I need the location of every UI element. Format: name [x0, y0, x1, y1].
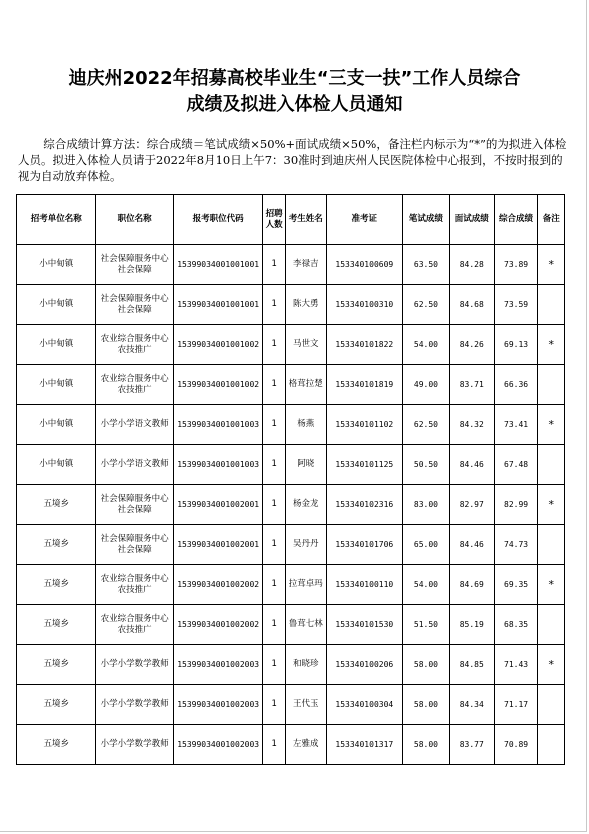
- cell-unit: 五境乡: [17, 645, 96, 685]
- cell-position: 小学小学语文教师: [96, 405, 173, 445]
- cell-position: 社会保障服务中心社会保障: [96, 245, 173, 285]
- table-row: [17, 405, 565, 445]
- table-row: [17, 525, 565, 565]
- title-line-1: 迪庆州2022年招募高校毕业生“三支一扶”工作人员综合: [68, 68, 521, 89]
- cell-remark: [538, 725, 565, 765]
- cell-written: 58.00: [403, 645, 450, 685]
- cell-total: 71.17: [494, 685, 538, 725]
- cell-written: 54.00: [403, 565, 450, 605]
- cell-remark: [538, 525, 565, 565]
- cell-position: 社会保障服务中心社会保障: [96, 485, 173, 525]
- cell-position: 小学小学数学教师: [96, 725, 173, 765]
- header-col-count: 招聘人数: [263, 195, 285, 245]
- cell-count: 1: [263, 725, 285, 765]
- cell-ticket: 153340101822: [326, 325, 402, 365]
- header-col-written: 笔试成绩: [403, 195, 450, 245]
- cell-unit: 小中甸镇: [17, 245, 96, 285]
- cell-name: 杨燕: [285, 405, 326, 445]
- cell-code: 15399034001002003: [173, 685, 263, 725]
- cell-total: 68.35: [494, 605, 538, 645]
- cell-total: 70.89: [494, 725, 538, 765]
- table-row: [17, 445, 565, 485]
- cell-total: 69.13: [494, 325, 538, 365]
- cell-name: 马世文: [285, 325, 326, 365]
- cell-ticket: 153340101530: [326, 605, 402, 645]
- cell-position: 农业综合服务中心农技推广: [96, 365, 173, 405]
- header-col-total: 综合成绩: [494, 195, 538, 245]
- cell-interview: 84.46: [449, 445, 494, 485]
- cell-interview: 84.32: [449, 405, 494, 445]
- table-body: [17, 245, 565, 765]
- cell-ticket: 153340100304: [326, 685, 402, 725]
- cell-written: 65.00: [403, 525, 450, 565]
- cell-remark: [538, 285, 565, 325]
- header-col-position: 职位名称: [96, 195, 173, 245]
- cell-remark: [538, 685, 565, 725]
- table-row: [17, 325, 565, 365]
- cell-ticket: 153340102316: [326, 485, 402, 525]
- cell-count: 1: [263, 525, 285, 565]
- cell-count: 1: [263, 685, 285, 725]
- cell-interview: 83.71: [449, 365, 494, 405]
- cell-position: 社会保障服务中心社会保障: [96, 285, 173, 325]
- cell-position: 小学小学数学教师: [96, 645, 173, 685]
- header-col-unit: 招考单位名称: [17, 195, 96, 245]
- cell-name: 和晓珍: [285, 645, 326, 685]
- cell-ticket: 153340101819: [326, 365, 402, 405]
- cell-position: 农业综合服务中心农技推广: [96, 325, 173, 365]
- cell-written: 63.50: [403, 245, 450, 285]
- title-line-2: 成绩及拟进入体检人员通知: [186, 94, 403, 115]
- table-row: [17, 645, 565, 685]
- header-col-name: 考生姓名: [285, 195, 326, 245]
- cell-written: 49.00: [403, 365, 450, 405]
- cell-remark: *: [538, 565, 565, 605]
- table-header-row: [17, 195, 565, 245]
- cell-position: 小学小学数学教师: [96, 685, 173, 725]
- cell-unit: 五境乡: [17, 725, 96, 765]
- cell-unit: 小中甸镇: [17, 325, 96, 365]
- cell-name: 左雅成: [285, 725, 326, 765]
- cell-code: 15399034001002002: [173, 605, 263, 645]
- table-row: [17, 725, 565, 765]
- intro-paragraph: [18, 136, 570, 184]
- cell-ticket: 153340100310: [326, 285, 402, 325]
- cell-position: 社会保障服务中心社会保障: [96, 525, 173, 565]
- cell-written: 62.50: [403, 405, 450, 445]
- cell-name: 陈大勇: [285, 285, 326, 325]
- cell-interview: 84.46: [449, 525, 494, 565]
- cell-code: 15399034001001003: [173, 445, 263, 485]
- header-col-remark: 备注: [538, 195, 565, 245]
- cell-code: 15399034001002003: [173, 725, 263, 765]
- cell-unit: 小中甸镇: [17, 285, 96, 325]
- cell-interview: 84.68: [449, 285, 494, 325]
- cell-interview: 84.85: [449, 645, 494, 685]
- cell-position: 农业综合服务中心农技推广: [96, 605, 173, 645]
- cell-code: 15399034001002002: [173, 565, 263, 605]
- cell-position: 农业综合服务中心农技推广: [96, 565, 173, 605]
- cell-written: 51.50: [403, 605, 450, 645]
- cell-written: 50.50: [403, 445, 450, 485]
- cell-interview: 84.28: [449, 245, 494, 285]
- header-col-ticket: 准考证: [326, 195, 402, 245]
- cell-remark: *: [538, 645, 565, 685]
- cell-interview: 84.26: [449, 325, 494, 365]
- cell-ticket: 153340101102: [326, 405, 402, 445]
- cell-remark: [538, 445, 565, 485]
- cell-remark: [538, 365, 565, 405]
- cell-remark: *: [538, 245, 565, 285]
- cell-ticket: 153340101706: [326, 525, 402, 565]
- cell-count: 1: [263, 445, 285, 485]
- cell-code: 15399034001001002: [173, 365, 263, 405]
- cell-remark: *: [538, 485, 565, 525]
- cell-interview: 82.97: [449, 485, 494, 525]
- cell-count: 1: [263, 605, 285, 645]
- cell-written: 58.00: [403, 725, 450, 765]
- cell-written: 62.50: [403, 285, 450, 325]
- cell-remark: *: [538, 405, 565, 445]
- table-row: [17, 285, 565, 325]
- cell-name: 鲁茸七林: [285, 605, 326, 645]
- cell-total: 74.73: [494, 525, 538, 565]
- table-row: [17, 365, 565, 405]
- cell-code: 15399034001001003: [173, 405, 263, 445]
- cell-code: 15399034001001002: [173, 325, 263, 365]
- cell-count: 1: [263, 485, 285, 525]
- cell-unit: 五境乡: [17, 525, 96, 565]
- cell-written: 83.00: [403, 485, 450, 525]
- cell-count: 1: [263, 365, 285, 405]
- header-col-interview: 面试成绩: [449, 195, 494, 245]
- cell-interview: 84.69: [449, 565, 494, 605]
- cell-code: 15399034001002001: [173, 485, 263, 525]
- cell-position: 小学小学语文教师: [96, 445, 173, 485]
- table-row: [17, 485, 565, 525]
- cell-written: 54.00: [403, 325, 450, 365]
- cell-unit: 五境乡: [17, 685, 96, 725]
- cell-interview: 85.19: [449, 605, 494, 645]
- cell-count: 1: [263, 645, 285, 685]
- table-row: [17, 685, 565, 725]
- cell-name: 拉茸卓玛: [285, 565, 326, 605]
- cell-code: 15399034001001001: [173, 285, 263, 325]
- table-row: [17, 605, 565, 645]
- cell-count: 1: [263, 565, 285, 605]
- cell-total: 67.48: [494, 445, 538, 485]
- cell-count: 1: [263, 405, 285, 445]
- cell-name: 阿晓: [285, 445, 326, 485]
- cell-unit: 五境乡: [17, 485, 96, 525]
- cell-unit: 小中甸镇: [17, 445, 96, 485]
- cell-ticket: 153340101317: [326, 725, 402, 765]
- cell-name: 李禄吉: [285, 245, 326, 285]
- cell-total: 69.35: [494, 565, 538, 605]
- cell-unit: 五境乡: [17, 565, 96, 605]
- cell-written: 58.00: [403, 685, 450, 725]
- cell-unit: 小中甸镇: [17, 365, 96, 405]
- cell-code: 15399034001002001: [173, 525, 263, 565]
- cell-count: 1: [263, 285, 285, 325]
- cell-count: 1: [263, 245, 285, 285]
- cell-code: 15399034001001001: [173, 245, 263, 285]
- cell-ticket: 153340100206: [326, 645, 402, 685]
- cell-unit: 五境乡: [17, 605, 96, 645]
- header-col-code: 报考职位代码: [173, 195, 263, 245]
- cell-name: 王代玉: [285, 685, 326, 725]
- intro-text: 综合成绩计算方法：综合成绩＝笔试成绩×50%+面试成绩×50%，备注栏内标示为“*”的为拟进入体检人员。拟进入体检人员请于2022年8月10日上午7：30准时到迪庆州人民医院体检中心报到，不按时报到的视为自动放弃体检。: [18, 137, 567, 183]
- cell-unit: 小中甸镇: [17, 405, 96, 445]
- cell-ticket: 153340100110: [326, 565, 402, 605]
- document-title: [0, 66, 589, 118]
- cell-remark: *: [538, 325, 565, 365]
- cell-code: 15399034001002003: [173, 645, 263, 685]
- cell-name: 吴丹丹: [285, 525, 326, 565]
- cell-ticket: 153340100609: [326, 245, 402, 285]
- results-table: [16, 194, 565, 765]
- cell-total: 66.36: [494, 365, 538, 405]
- cell-total: 73.59: [494, 285, 538, 325]
- cell-ticket: 153340101125: [326, 445, 402, 485]
- cell-total: 82.99: [494, 485, 538, 525]
- cell-total: 73.41: [494, 405, 538, 445]
- cell-interview: 84.34: [449, 685, 494, 725]
- table-row: [17, 565, 565, 605]
- table-row: [17, 245, 565, 285]
- cell-remark: [538, 605, 565, 645]
- cell-total: 71.43: [494, 645, 538, 685]
- cell-name: 格茸拉楚: [285, 365, 326, 405]
- cell-name: 杨金龙: [285, 485, 326, 525]
- cell-interview: 83.77: [449, 725, 494, 765]
- cell-count: 1: [263, 325, 285, 365]
- cell-total: 73.89: [494, 245, 538, 285]
